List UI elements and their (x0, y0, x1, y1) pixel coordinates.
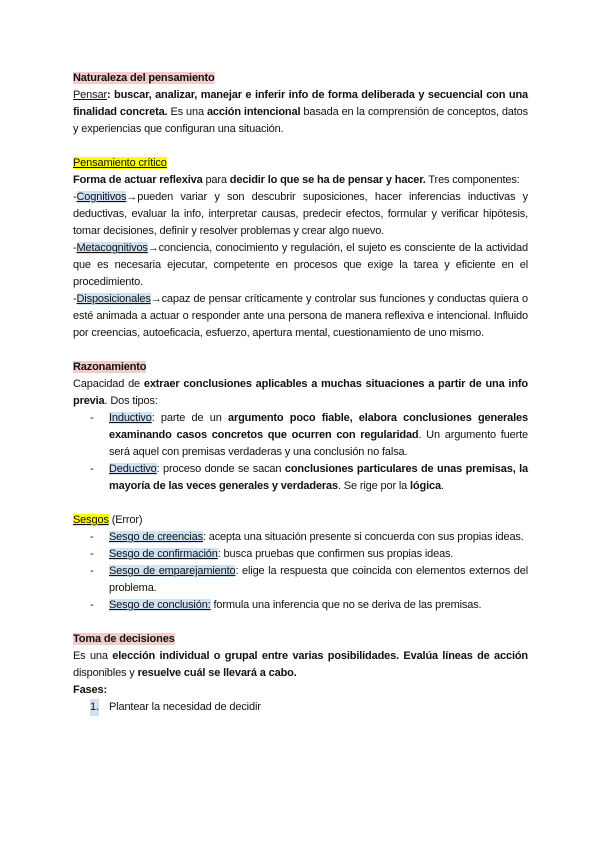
text: . Se rige por la (337, 480, 411, 492)
text: . Un argumento fuerte será aquel con premisas verdaderas y una conclusión no falsa. (109, 429, 528, 458)
paragraph-decisiones (73, 648, 528, 682)
bold-text: Forma de actuar reflexiva (73, 174, 203, 186)
term-sesgo: Sesgo de conclusión: (109, 599, 211, 611)
bold-text: extraer conclusiones aplicables a muchas situaciones a partir de una info previa (73, 378, 528, 407)
text: . (440, 480, 444, 492)
arrow-icon: → (150, 293, 162, 305)
list-item-deductivo (73, 461, 528, 495)
component-text: capaz de pensar críticamente y controlar sus funciones y conductas quiera o esté animada a actuar o responder ante una persona de manera reflexiva e intencional. Influido por creencias, autoeficacia, esfuerzo, apertura mental, cuestionamiento de uno mismo. (73, 293, 528, 339)
arrow-icon: → (147, 242, 159, 254)
bold-text: acción intencional (206, 106, 301, 118)
bold-text: lógica (410, 480, 441, 492)
list-item-sesgo (73, 529, 528, 546)
text: : elige la respuesta que coincida con elementos externos del problema. (109, 565, 528, 594)
heading-text: Pensamiento crítico (73, 157, 167, 169)
paragraph-pensar (73, 87, 528, 138)
razonamiento-list (73, 410, 528, 495)
term-sesgo: Sesgo de creencias (109, 531, 203, 543)
term-sesgo: Sesgo de confirmación (109, 548, 218, 560)
text: Capacidad de (73, 378, 144, 390)
fases-list (73, 699, 528, 716)
text: para (202, 174, 230, 186)
bold-text: conclusiones particulares de unas premisas, la mayoría de las veces generales y verdaderas (109, 463, 529, 492)
component-text: conciencia, conocimiento y regulación, el sujeto es consciente de la actividad que es necesaria ejecutar, competente en procesos que exige la tarea y eficiente en el procedimiento. (73, 242, 528, 288)
text: Tres componentes: (425, 174, 520, 186)
term-pensar: Pensar (73, 89, 107, 101)
arrow-icon: → (126, 191, 138, 203)
term-sesgo: Sesgo de emparejamiento (109, 565, 236, 577)
colon: : (106, 89, 111, 101)
list-item-sesgo (73, 597, 528, 614)
bold-text: argumento poco fiable, elabora conclusiones generales examinando casos concretos que ocurren con regularidad (109, 412, 528, 441)
text: basada en la comprensión de conceptos, datos y experiencias que configuran una situación. (73, 106, 529, 135)
section-heading-naturaleza (73, 70, 528, 87)
component-item (73, 189, 528, 240)
dash: - (73, 191, 77, 203)
component-item (73, 291, 528, 342)
step-number: 1. (90, 699, 99, 716)
list-item-inductivo (73, 410, 528, 461)
term-disposicionales: Disposicionales (76, 293, 151, 305)
dash: - (73, 293, 77, 305)
heading-text: Sesgos (73, 514, 109, 526)
paragraph-critico (73, 172, 528, 189)
text: : proceso donde se sacan (156, 463, 285, 475)
section-heading-decisiones (73, 631, 528, 648)
text: Es una (167, 106, 207, 118)
heading-text: Naturaleza del pensamiento (73, 72, 215, 84)
section-heading-sesgos (73, 512, 528, 529)
text: disponibles y (73, 667, 138, 679)
definition-bold: buscar, analizar, manejar e inferir info de forma deliberada y secuencial con una finalidad concreta. (73, 89, 528, 118)
bold-text: resuelve cuál se llevará a cabo. (137, 667, 297, 679)
fases-label: Fases: (73, 684, 107, 696)
component-text: pueden variar y son descubrir suposiciones, hacer inferencias inductivas y deductivas, evaluar la info, interpretar causas, predecir efectos, formular y verificar hipótesis, tomar decisiones, definir y resolver problemas y crear algo nuevo. (73, 191, 528, 237)
term-deductivo: Deductivo (109, 463, 157, 475)
term-inductivo: Inductivo (109, 412, 152, 424)
bold-text: elección individual o grupal entre varias posibilidades. Evalúa líneas de acción (112, 650, 528, 662)
sesgos-list (73, 529, 528, 614)
dash: - (73, 242, 77, 254)
text: : acepta una situación presente si concuerda con sus propias ideas. (202, 531, 524, 543)
bold-text: decidir lo que se ha de pensar y hacer. (229, 174, 426, 186)
text: Es una (73, 650, 113, 662)
list-item-sesgo (73, 563, 528, 597)
text: : busca pruebas que confirmen sus propias ideas. (217, 548, 454, 560)
list-item-fase (73, 699, 528, 716)
section-heading-critico (73, 155, 528, 172)
step-text: Plantear la necesidad de decidir (109, 701, 261, 713)
term-cognitivos: Cognitivos (76, 191, 127, 203)
list-item-sesgo (73, 546, 528, 563)
component-item (73, 240, 528, 291)
text: formula una inferencia que no se deriva de las premisas. (210, 599, 482, 611)
term-metacognitivos: Metacognitivos (76, 242, 148, 254)
heading-suffix: (Error) (108, 514, 143, 526)
text: : parte de un (151, 412, 228, 424)
heading-text: Toma de decisiones (73, 633, 175, 645)
heading-text: Razonamiento (73, 361, 147, 373)
section-heading-razonamiento (73, 359, 528, 376)
document-content (73, 70, 528, 716)
text: . Dos tipos: (104, 395, 158, 407)
paragraph-razonamiento (73, 376, 528, 410)
